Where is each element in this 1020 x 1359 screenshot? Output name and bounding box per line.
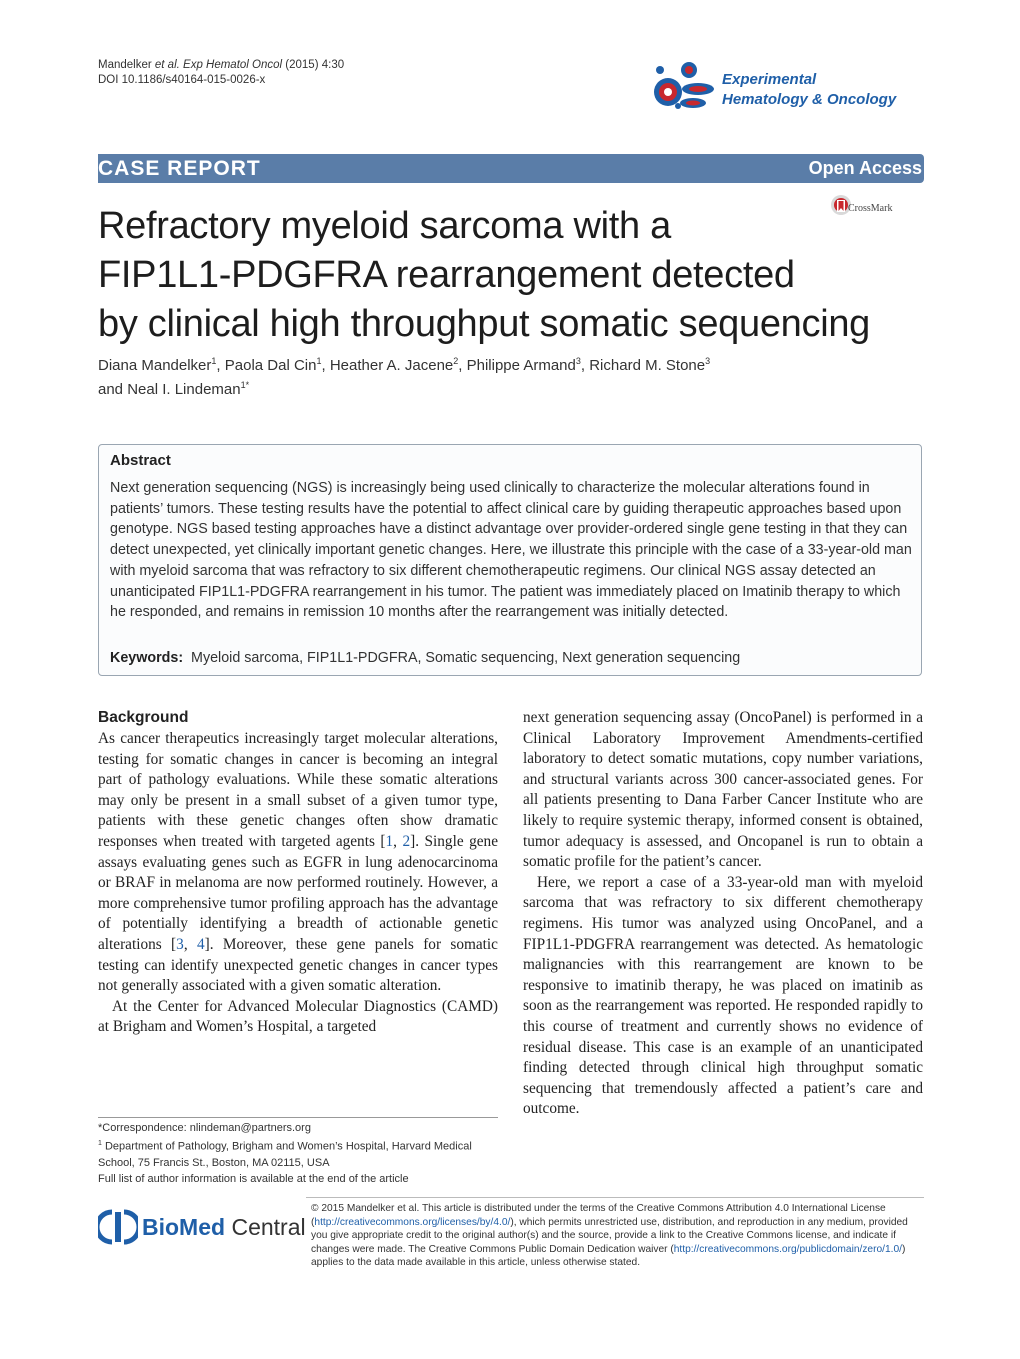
author[interactable]: Richard M. Stone$^3$ (589, 356, 711, 374)
affiliation: $^1$ Department of Pathology, Brigham and Women’s Hospital, Harvard Medical School, 75 Francis St., Boston, MA 02115, USA (98, 1140, 472, 1169)
title-line-2: FIP1L1-PDGFRA rearrangement detected (98, 254, 795, 296)
correspondence[interactable]: *Correspondence: nlindeman@partners.org (98, 1122, 311, 1134)
author-list: Diana Mandelker$^1$, Paola Dal Cin$^1$, Heather A. Jacene$^2$, Philippe Armand$^3$, Richard M. Stone$^3$ and Neal I. Lindeman$^{1*}$ (98, 356, 711, 398)
paragraph: next generation sequencing assay (OncoPanel) is performed in a Clinical Laboratory Improvement Amendments-certified laboratory to detect somatic mutations, copy number variations, and structural variants across 300 cancer-associated genes. For all patients presenting to Dana Farber Cancer Institute who are likely to require systemic therapy, informed consent is obtained, tumor adequacy is assessed, and Oncopanel is run to obtain a somatic profile for the patient’s cancer. (523, 709, 923, 871)
author[interactable]: Diana Mandelker$^1$ (98, 356, 217, 374)
paragraph: At the Center for Advanced Molecular Diagnostics (CAMD) at Brigham and Women’s Hospital, a targeted (98, 997, 498, 1036)
citation-link[interactable]: 2 (402, 832, 411, 850)
crossmark-label[interactable]: CrossMark (848, 203, 893, 214)
biomed-central-icon (98, 1208, 138, 1246)
keywords (110, 648, 910, 668)
title-line-3: by clinical high throughput somatic sequencing (98, 303, 871, 345)
journal-name-line2: Hematology & Oncology (722, 91, 897, 108)
author[interactable]: and Neal I. Lindeman$^{1*}$ (98, 380, 250, 398)
author-info-note: Full list of author information is available at the end of the article (98, 1172, 409, 1185)
author[interactable]: Philippe Armand$^3$ (466, 356, 581, 374)
body-left-column (98, 729, 498, 1038)
footer-divider (306, 1197, 924, 1198)
publisher-name-rest: Central (225, 1214, 306, 1240)
keywords-list: Myeloid sarcoma, FIP1L1-PDGFRA, Somatic sequencing, Next generation sequencing (191, 650, 741, 666)
publisher-name-bold: BioMed (142, 1214, 226, 1240)
citation-link[interactable]: 4 (196, 935, 205, 953)
journal-name (722, 70, 896, 110)
article-type-label: CASE REPORT (98, 157, 261, 180)
journal-name-line1: Experimental (722, 71, 817, 88)
citation-author: Mandelker (98, 59, 155, 71)
citation-link[interactable]: 1 (385, 832, 394, 850)
article-title (98, 202, 928, 349)
citation (98, 58, 344, 88)
paragraph: Here, we report a case of a 33-year-old man with myeloid sarcoma that was refractory to six different chemotherapy regimens. His tumor was analyzed using OncoPanel, and a FIP1L1-PDGFRA rearrangement was detected. As hematologic malignancies with this rearrangement are known to be responsive to imatinib therapy, he was placed on imatinib as soon as the rearrangement was reported. He responded rapidly to this course of treatment and currently shows no evidence of residual disease. This case is an example of an unanticipated finding detected through clinical high throughput somatic sequencing that tremendously affected a patient’s care and outcome. (523, 873, 923, 1118)
citation-year: (2015) 4:30 (282, 59, 345, 71)
abstract-text: Next generation sequencing (NGS) is increasingly being used clinically to characterize the molecular alterations found in patients’ tumors. These testing results have the potential to affect clinical care by guiding therapeutic approaches based upon genotype. NGS based testing approaches have a distinct advantage over provider-ordered single gene testing in that they can detect unexpected, yet clinically important genetic changes. Here, we illustrate this principle with the case of a 33-year-old man with myeloid sarcoma that was refractory to six different chemotherapeutic regimens. Our clinical NGS assay detected an unanticipated FIP1L1-PDGFRA rearrangement in his tumor. The patient was immediately placed on Imatinib therapy to which he responded, and remains in remission 10 months after the rearrangement was initially detected. (110, 480, 912, 621)
public-domain-link[interactable]: http://creativecommons.org/publicdomain/zero/1.0/ (673, 1243, 902, 1255)
author[interactable]: Heather A. Jacene$^2$ (329, 356, 459, 374)
body-right-column (523, 708, 923, 1120)
citation-link[interactable]: 3 (176, 935, 184, 953)
citation-journal: et al. Exp Hematol Oncol (154, 59, 283, 71)
license-text: © 2015 Mandelker et al. This article is distributed under the terms of the Creative Commons Attribution 4.0 International License (http://creativecommons.org/licenses/by/4.0/), which permits unrestricted use, distribution, and reproduction in any medium, provided you give appropriate credit to the original author(s) and the source, provide a link to the Creative Commons license, and indicate if changes were made. The Creative Commons Public Domain Dedication waiver (http://creativecommons.org/publicdomain/zero/1.0/) applies to the data made available in this article, unless otherwise stated. (311, 1203, 908, 1269)
abstract-heading: Abstract (110, 452, 171, 469)
title-line-1: Refractory myeloid sarcoma with a (98, 205, 671, 247)
open-access-label: Open Access (808, 158, 922, 178)
paragraph: As cancer therapeutics increasingly target molecular alterations, testing for somatic changes in cancer is becoming an integral part of pathology evaluations. While these somatic alterations may only be present in a small subset of a given tumor type, patients with these genetic changes often show dramatic responses when treated with targeted agents [1, 2]. Single gene assays evaluating genes such as EGFR in lung adenocarcinoma or BRAF in melanoma are now performed routinely. However, a more comprehensive tumor profiling approach has the advantage of potentially identifying a breadth of actionable genetic alterations [3, 4]. Moreover, these gene panels for somatic testing can identify unexpected genetic changes in cancer types not generally associated with a given somatic alteration. (98, 730, 498, 995)
doi[interactable]: DOI 10.1186/s40164-015-0026-x (98, 74, 266, 86)
license-link[interactable]: http://creativecommons.org/licenses/by/4.0/ (314, 1216, 511, 1228)
author[interactable]: Paola Dal Cin$^1$ (224, 356, 322, 374)
footnotes (98, 1120, 498, 1187)
keywords-label: Keywords: (110, 650, 184, 666)
section-heading-background: Background (98, 709, 189, 726)
footnote-divider (98, 1117, 498, 1118)
